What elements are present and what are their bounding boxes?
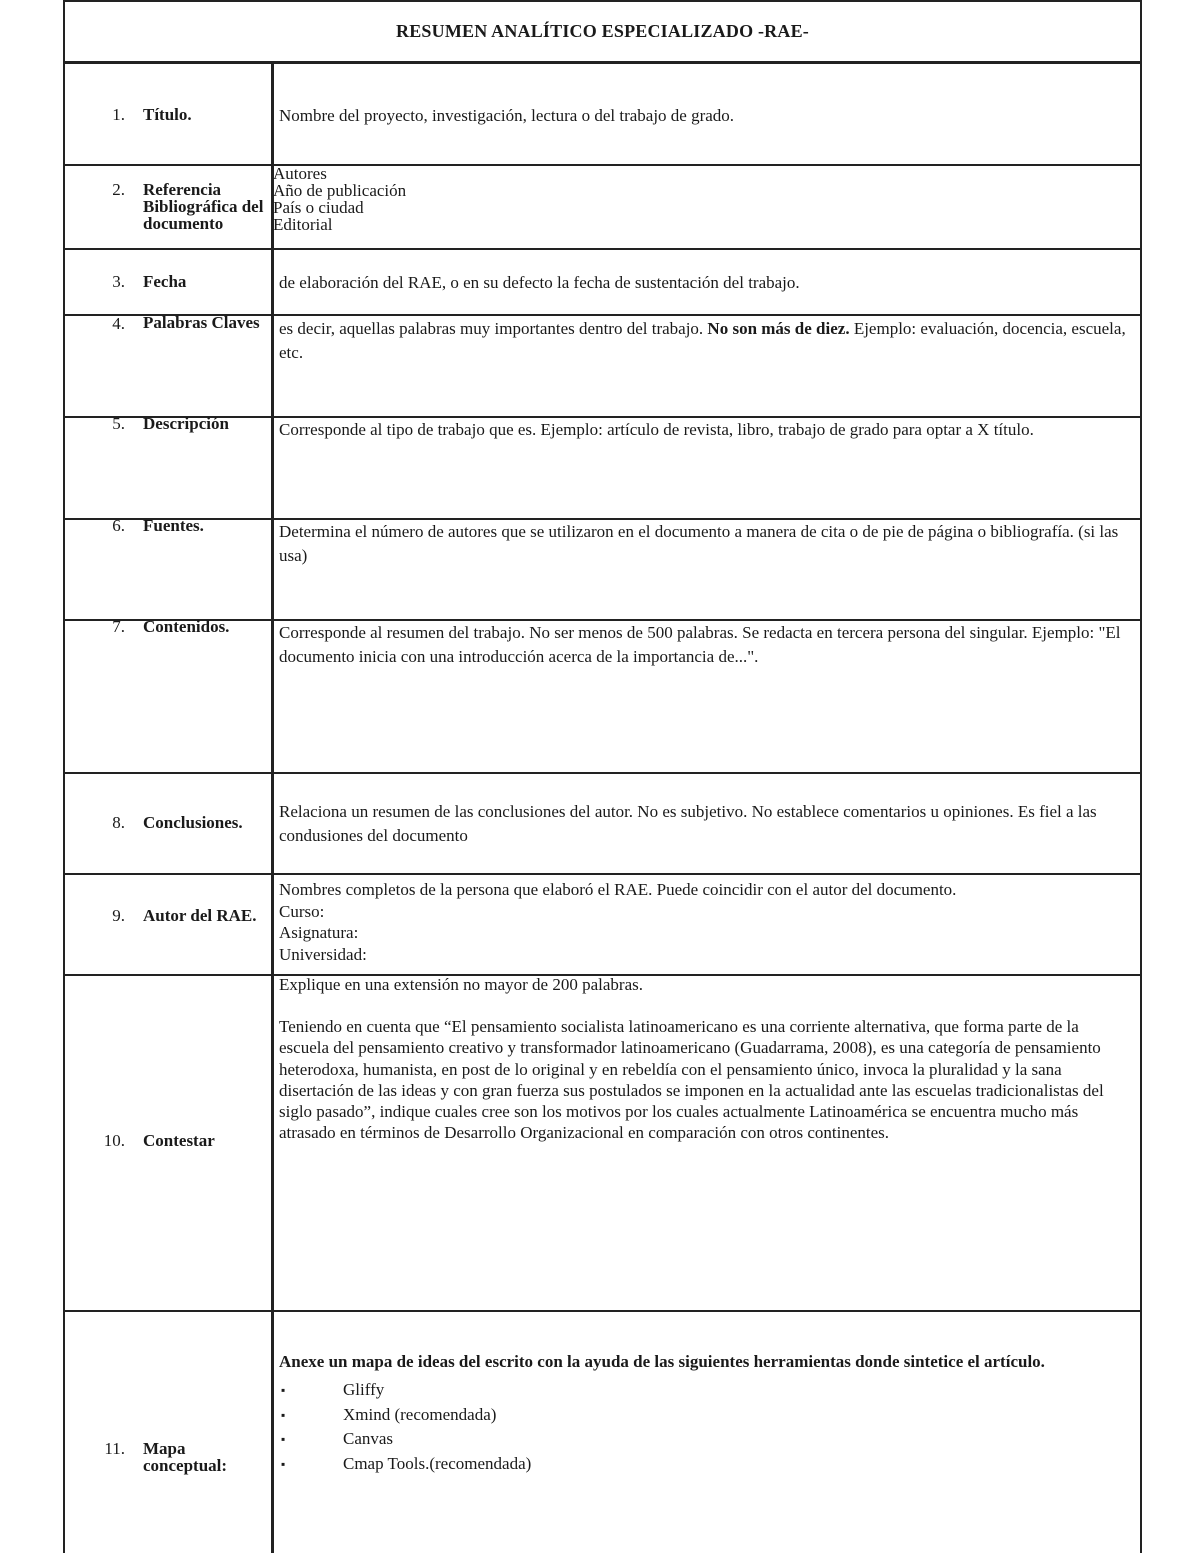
- row-number: 10.: [103, 1131, 125, 1150]
- row-label-text: Autor del RAE.: [143, 906, 257, 925]
- row-content: Corresponde al resumen del trabajo. No ser menos de 500 palabras. Se redacta en tercera persona del singular. Ejemplo: "El documento inicia con una introducción acerca de la importancia de...".: [279, 623, 1121, 666]
- row-label-text: Título.: [143, 105, 192, 124]
- row-mapa-conceptual: [65, 1312, 1140, 1555]
- form-header: [65, 2, 1140, 64]
- row-label-text: Descripción: [143, 414, 229, 433]
- row-number: 3.: [112, 272, 125, 291]
- row-number: 11.: [104, 1439, 125, 1458]
- row-label-text: Referencia Bibliográfica del documento: [143, 180, 264, 233]
- row-label-text: Contestar: [143, 1131, 215, 1150]
- row-label-text: Fecha: [143, 272, 187, 291]
- row-referencia: [65, 166, 1140, 250]
- row-label-text: Palabras Claves: [143, 313, 260, 332]
- row-contenidos: [65, 617, 1140, 774]
- row-number: 8.: [112, 813, 125, 832]
- content-text: es decir, aquellas palabras muy importantes dentro del trabajo.: [279, 319, 708, 338]
- row-content: de elaboración del RAE, o en su defecto la fecha de sustentación del trabajo.: [279, 273, 800, 292]
- row-fuentes: [65, 516, 1140, 621]
- map-instructions: Anexe un mapa de ideas del escrito con la ayuda de las siguientes herramientas donde sintetice el artículo.: [279, 1352, 1045, 1371]
- rae-form: [63, 0, 1142, 1553]
- tools-list: [279, 1378, 1132, 1476]
- row-content: [279, 1350, 1132, 1476]
- row-palabras-claves: [65, 313, 1140, 418]
- row-number: 5.: [112, 414, 125, 433]
- row-titulo: [65, 64, 1140, 166]
- row-number: 2.: [112, 180, 125, 199]
- tool-item: ▪ Gliffy: [279, 1378, 1132, 1403]
- content-emphasis: No son más de diez.: [707, 319, 850, 338]
- row-label-text: Contenidos.: [143, 617, 230, 636]
- row-label-text: Conclusiones.: [143, 813, 243, 832]
- author-line: Curso:: [279, 901, 325, 921]
- reference-line: Año de publicación: [273, 181, 407, 200]
- question-body: Teniendo en cuenta que “El pensamiento socialista latinoamericano es una corriente alternativa, que forma parte de la escuela del pensamiento creativo y transformador latinoamericano (Guadarrama, 2008), es una categoría de pensamiento heterodoxa, humanista, en post de lo original y en rebeldía con el pensamiento único, invoca la pluralidad y la sana disertación de las ideas y con gran fuerza sus postulados se imponen en la actualidad ante las escuelas tradicionalistas del siglo pasado”, indique cuales cree son los motivos por los cuales actualmente Latinoamérica se encuentra mucho más atrasado en términos de Desarrollo Organizacional en comparación con otros continentes.: [279, 1017, 1104, 1143]
- row-content: Corresponde al tipo de trabajo que es. Ejemplo: artículo de revista, libro, trabajo de grado para optar a X título.: [279, 420, 1034, 439]
- author-line: Universidad:: [279, 944, 367, 964]
- row-content: Determina el número de autores que se utilizaron en el documento a manera de cita o de pie de página o bibliografía. (si las usa): [279, 522, 1119, 565]
- form-title: RESUMEN ANALÍTICO ESPECIALIZADO -RAE-: [396, 21, 809, 41]
- row-number: 9.: [112, 906, 125, 925]
- content-text: Ejemplo: evaluación, docencia, escuela, etc.: [279, 319, 1126, 362]
- question-intro: Explique en una extensión no mayor de 200 palabras.: [279, 975, 643, 994]
- row-content: [279, 879, 1132, 965]
- author-line: Asignatura:: [279, 923, 359, 942]
- row-content: [279, 974, 1132, 1143]
- reference-line: Autores: [273, 164, 327, 183]
- reference-line: País o ciudad: [273, 198, 364, 217]
- author-line: Nombres completos de la persona que elaboró el RAE. Puede coincidir con el autor del documento.: [279, 880, 957, 899]
- row-content: [273, 165, 1132, 233]
- row-autor: [65, 875, 1140, 976]
- reference-line: Editorial: [273, 215, 333, 234]
- row-content: [279, 317, 1132, 365]
- row-number: 6.: [112, 516, 125, 535]
- row-content: Relaciona un resumen de las conclusiones del autor. No es subjetivo. No establece comentarios u opiniones. Es fiel a las condusiones del documento: [279, 802, 1097, 845]
- tool-item: ▪ Canvas: [279, 1427, 1132, 1452]
- row-descripcion: [65, 414, 1140, 520]
- row-number: 7.: [112, 617, 125, 636]
- row-fecha: [65, 250, 1140, 316]
- row-label-text: Fuentes.: [143, 516, 204, 535]
- tool-item: ▪ Xmind (recomendada): [279, 1403, 1132, 1428]
- row-number: 4.: [112, 314, 125, 333]
- tool-item: ▪ Cmap Tools.(recomendada): [279, 1452, 1132, 1477]
- row-contestar: [65, 976, 1140, 1312]
- row-label-text: Mapa conceptual:: [143, 1439, 228, 1475]
- row-conclusiones: [65, 774, 1140, 875]
- row-content: Nombre del proyecto, investigación, lectura o del trabajo de grado.: [279, 106, 735, 125]
- row-number: 1.: [112, 105, 125, 124]
